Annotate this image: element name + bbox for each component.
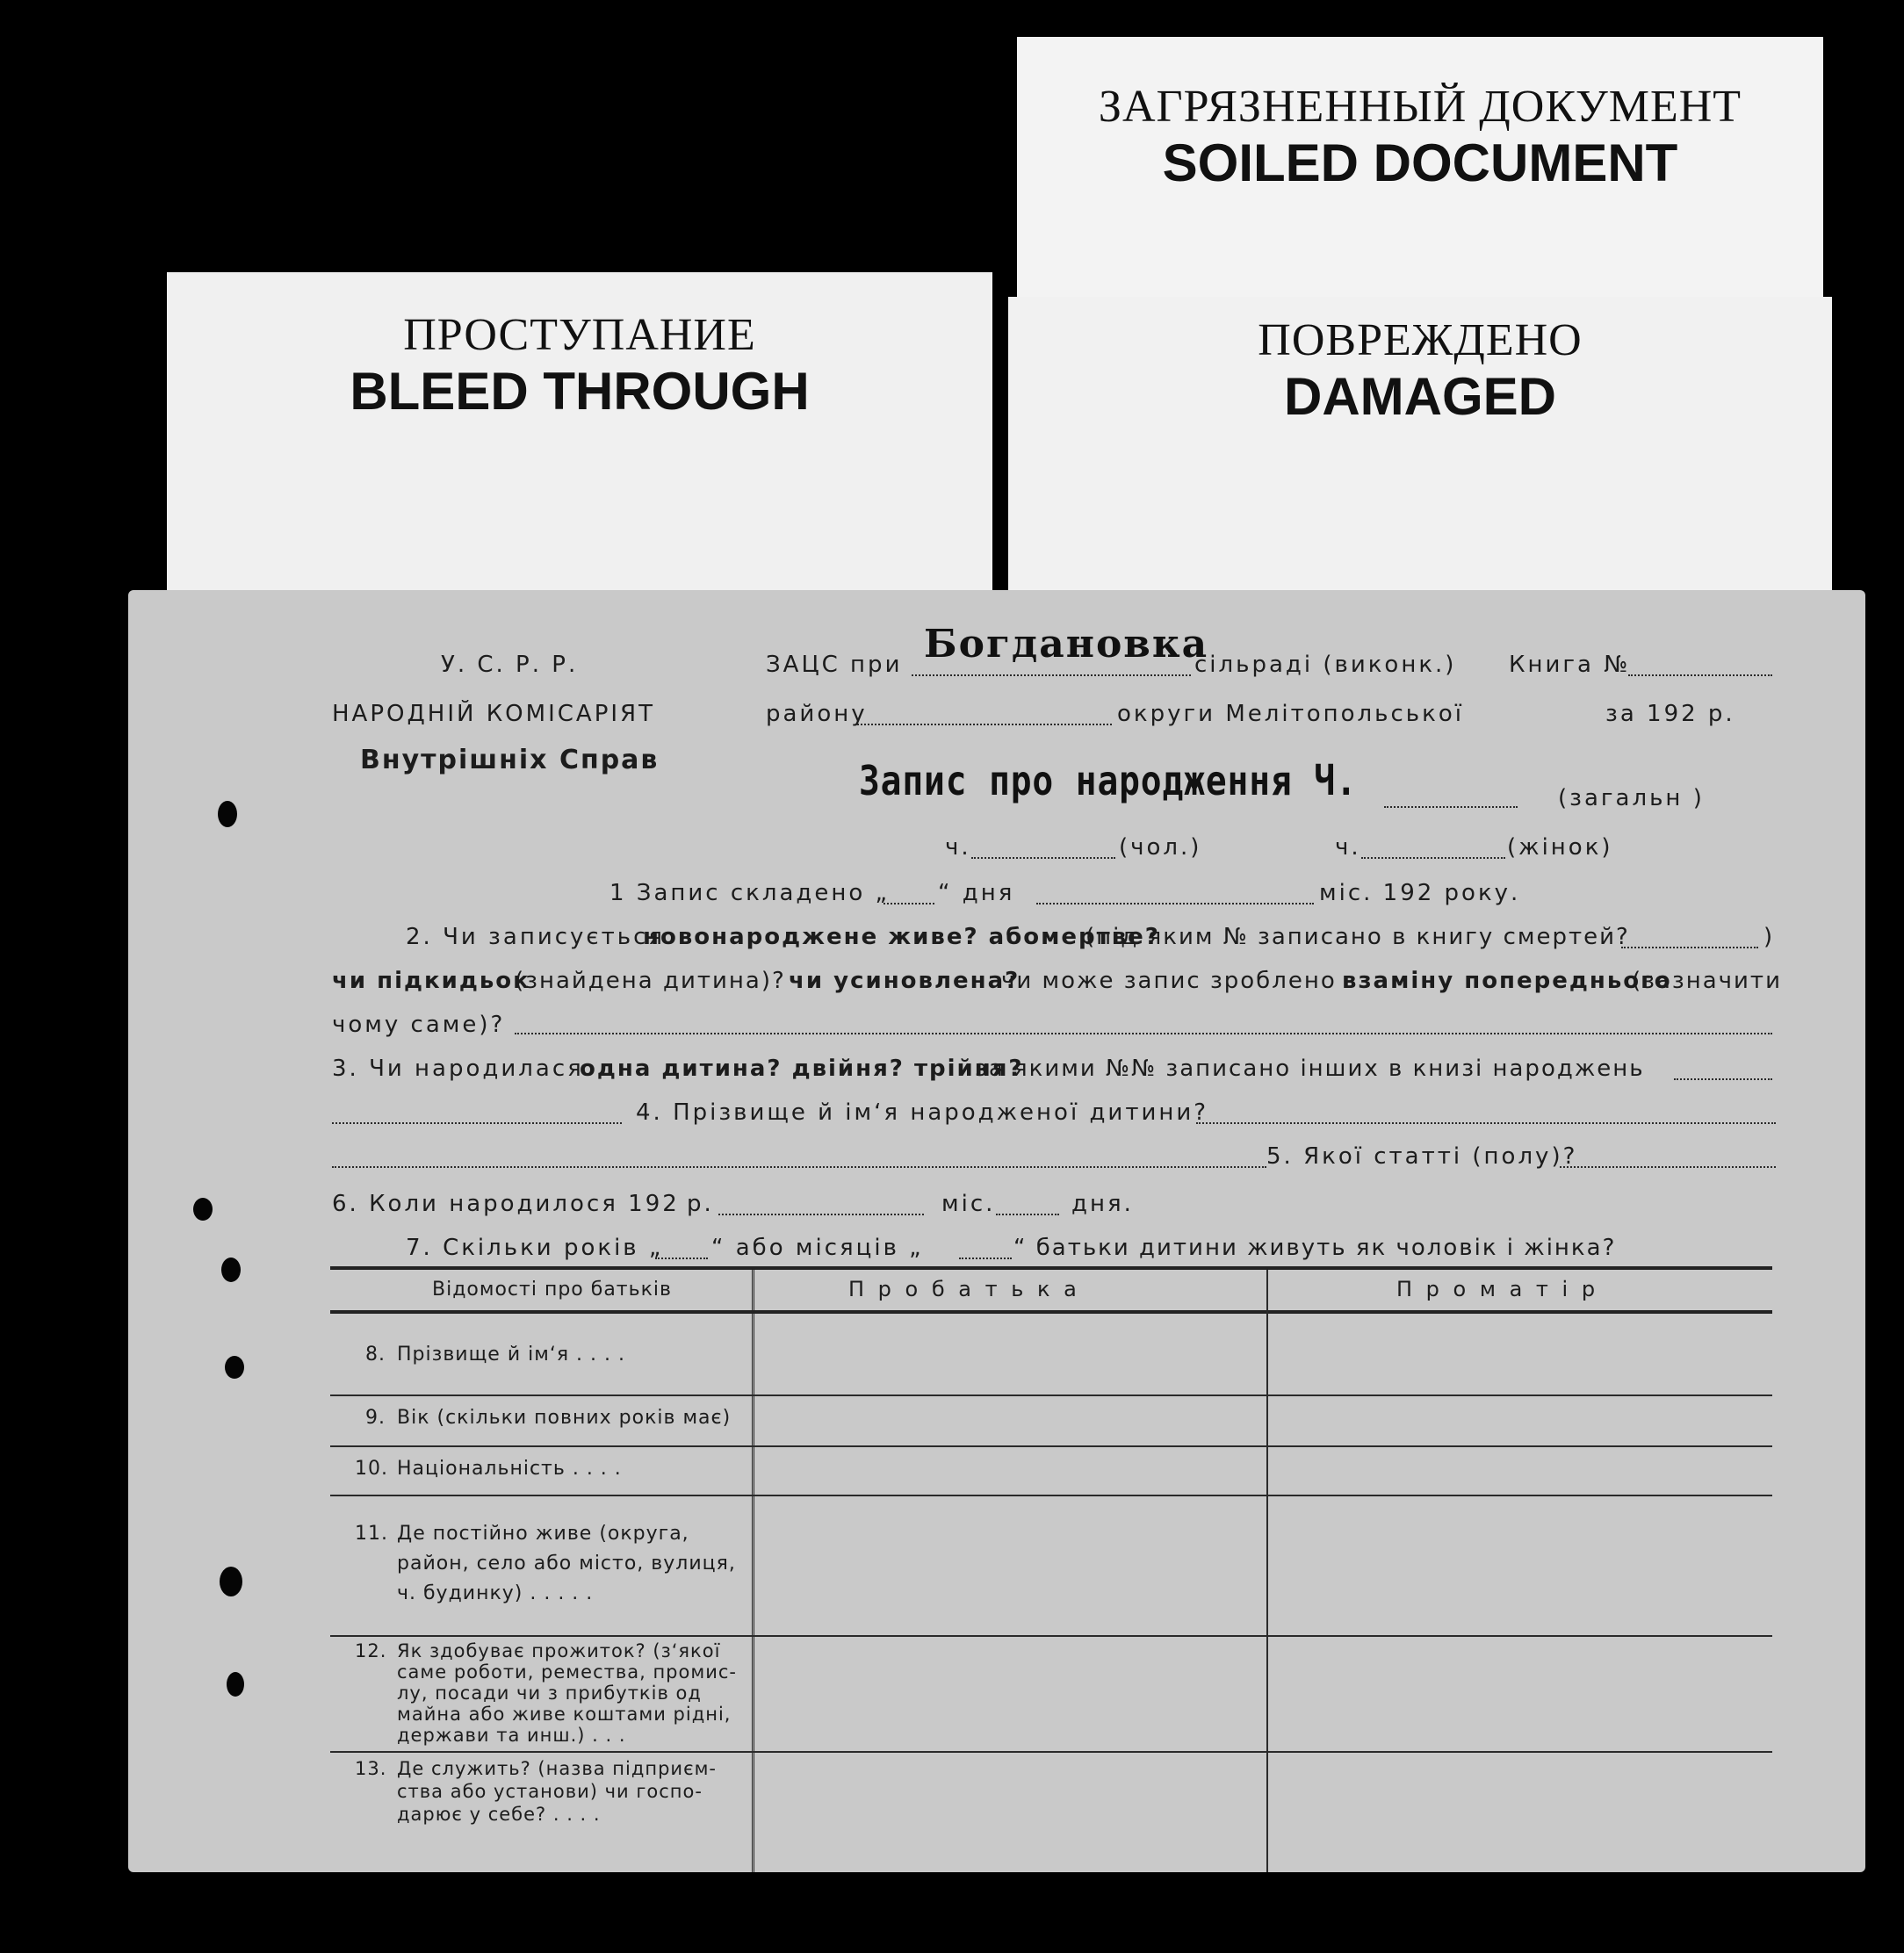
table-row-label: держави та инш.) . . .: [397, 1725, 626, 1746]
table-row-number: 13.: [355, 1758, 387, 1779]
soiled-label-ru: ЗАГРЯЗНЕННЫЙ ДОКУМЕНТ: [1098, 82, 1742, 132]
q2-replacement-question: чи може запис зроблено: [1001, 968, 1337, 994]
table-row-label: Вік (скільки повних років має): [397, 1407, 732, 1429]
table-row-number: 9.: [365, 1407, 386, 1429]
table-row-divider: [330, 1445, 1772, 1447]
table-row-number: 10.: [355, 1458, 388, 1480]
q5-sex-field[interactable]: [1560, 1166, 1776, 1168]
female-label: (жінок): [1507, 834, 1613, 861]
q6-day-label: дня.: [1071, 1191, 1134, 1217]
record-title: Запис про народження Ч.: [859, 757, 1358, 804]
book-label: Книга №: [1509, 652, 1631, 678]
bleed-through-card: [167, 272, 992, 597]
table-row-label: ства або установи) чи госпо-: [397, 1781, 703, 1802]
q2-found-child: (знайдена дитина)?: [515, 968, 786, 994]
table-row-label: район, село або місто, вулиця,: [397, 1553, 736, 1575]
q6-month-field[interactable]: [996, 1214, 1059, 1215]
birth-record-form: [128, 590, 1865, 1872]
q4-field-start[interactable]: [332, 1122, 622, 1124]
table-row-divider: [330, 1495, 1772, 1496]
table-col-parents-info: Відомості про батьків: [432, 1279, 672, 1301]
q3-label: 3. Чи народилася: [332, 1056, 584, 1082]
damaged-label-ru: ПОВРЕЖДЕНО: [1258, 315, 1583, 365]
table-col-father: П р о б а т ь к а: [848, 1277, 1080, 1301]
header-commissariat: НАРОДНІЙ КОМІСАРІЯТ: [332, 701, 655, 727]
table-row-label: Національність . . . .: [397, 1458, 622, 1480]
table-row-label: майна або живе коштами рідні,: [397, 1704, 732, 1725]
q6-year-suffix: р.: [687, 1191, 714, 1217]
soiled-document-card: [1017, 37, 1823, 300]
q2-death-number-field[interactable]: [1621, 947, 1758, 948]
table-row-label: ч. будинку) . . . . .: [397, 1582, 594, 1604]
rayon-field[interactable]: [857, 724, 1112, 725]
silrada-field[interactable]: [912, 674, 1191, 676]
bleed-label-en: BLEED THROUGH: [350, 362, 810, 421]
female-count-field[interactable]: [1361, 857, 1505, 859]
table-row-label: дарює у себе? . . . .: [397, 1804, 601, 1825]
binder-hole: [221, 1258, 241, 1282]
q5-sex-label: 5. Якої статті (полу)?: [1266, 1143, 1578, 1170]
q7-cohabitation-question: “ батьки дитини живуть як чоловік і жінка?: [1013, 1235, 1617, 1261]
q4-child-name-field-2[interactable]: [332, 1166, 1266, 1168]
q6-birth-date-label: 6. Коли народилося 192: [332, 1191, 680, 1217]
table-top-border: [330, 1266, 1772, 1270]
table-row-label: Прізвище й ім‘я . . . .: [397, 1344, 626, 1366]
q7-years-field[interactable]: [655, 1258, 708, 1259]
soiled-label-en: SOILED DOCUMENT: [1162, 133, 1678, 192]
q7-years-label: 7. Скільки років „: [406, 1235, 664, 1261]
q1-month-field[interactable]: [1036, 903, 1314, 904]
table-col-mother: П р о м а т і р: [1396, 1277, 1599, 1301]
zags-label: ЗАЦС при: [766, 652, 903, 678]
binder-hole: [193, 1198, 213, 1221]
q6-month-label: міс.: [941, 1191, 996, 1217]
year-label: за 192 р.: [1605, 701, 1735, 727]
q2-live-dead: новонароджене живе? абомертве?: [643, 924, 1160, 950]
binder-hole: [220, 1567, 242, 1596]
damaged-card: [1008, 297, 1832, 595]
bleed-label-ru: ПРОСТУПАНИЕ: [403, 310, 756, 360]
q4-child-name-label: 4. Прізвище й ім‘я народженої дитини?: [636, 1099, 1209, 1126]
q1-label: 1 Запис складено „: [609, 880, 891, 906]
total-label: (загальн ): [1558, 785, 1705, 811]
q4-child-name-field[interactable]: [1196, 1122, 1776, 1124]
table-row-label: саме роботи, ремества, промис-: [397, 1661, 737, 1683]
q2-why: чому саме)?: [332, 1012, 506, 1038]
book-number-field[interactable]: [1628, 674, 1772, 676]
q7-months-field[interactable]: [959, 1258, 1012, 1259]
q2-close-paren: ): [1763, 924, 1776, 950]
table-row-label: Як здобуває прожиток? (з‘якої: [397, 1640, 721, 1661]
q1-day-label: “ дня: [938, 880, 1015, 906]
q6-year-field[interactable]: [718, 1214, 924, 1215]
record-number-field[interactable]: [1384, 806, 1518, 808]
table-col-divider-2: [1266, 1270, 1268, 1872]
table-row-number: 8.: [365, 1344, 386, 1366]
table-row-divider: [330, 1635, 1772, 1637]
female-count-prefix: ч.: [1335, 834, 1361, 861]
q3-single-twins-triplets: одна дитина? двійня? трійня?: [580, 1056, 1024, 1082]
damaged-label-en: DAMAGED: [1284, 367, 1556, 426]
table-row-number: 12.: [355, 1640, 387, 1661]
header-ussr: У. С. Р. Р.: [441, 652, 579, 678]
rayon-label: району: [766, 701, 868, 727]
table-col-divider-1: [752, 1270, 758, 1872]
q2-specify: (зазначити: [1632, 968, 1782, 994]
male-count-field[interactable]: [971, 857, 1115, 859]
q2-replacement: взаміну попереднього: [1342, 968, 1672, 994]
q7-months-label: “ або місяців „: [711, 1235, 924, 1261]
q2-adopted: чи усиновлена?: [789, 968, 1021, 994]
male-label: (чол.): [1119, 834, 1202, 861]
q2-label: 2. Чи записується: [406, 924, 666, 950]
table-row-number: 11.: [355, 1523, 388, 1545]
header-internal-affairs: Внутрішніх Справ: [360, 745, 660, 775]
table-header-border: [330, 1310, 1772, 1314]
q1-year-label: міс. 192 року.: [1319, 880, 1521, 906]
q2-death-book: (під яким № записано в книгу смертей?: [1085, 924, 1630, 950]
binder-hole: [225, 1356, 244, 1379]
table-row-divider: [330, 1751, 1772, 1753]
q3-numbers-field[interactable]: [1674, 1078, 1772, 1080]
village-name-handwritten: Богдановка: [924, 622, 1209, 667]
q2-why-field[interactable]: [515, 1033, 1772, 1034]
binder-hole: [227, 1672, 244, 1697]
binder-hole: [218, 801, 237, 827]
table-row-divider: [330, 1394, 1772, 1396]
q1-day-field[interactable]: [883, 903, 934, 904]
table-row-label: Де постійно живе (округа,: [397, 1523, 689, 1545]
table-row-label: лу, посади чи з прибутків од: [397, 1683, 702, 1704]
q2-foundling: чи підкидьок: [332, 968, 530, 994]
male-count-prefix: ч.: [945, 834, 971, 861]
silradi-label: сільраді (виконк.): [1194, 652, 1457, 678]
q3-other-numbers: за якими №№ записано інших в книзі народжень: [975, 1056, 1645, 1082]
table-row-label: Де служить? (назва підприєм-: [397, 1758, 718, 1779]
okrugy-label: округи Мелітопольської: [1117, 701, 1464, 727]
